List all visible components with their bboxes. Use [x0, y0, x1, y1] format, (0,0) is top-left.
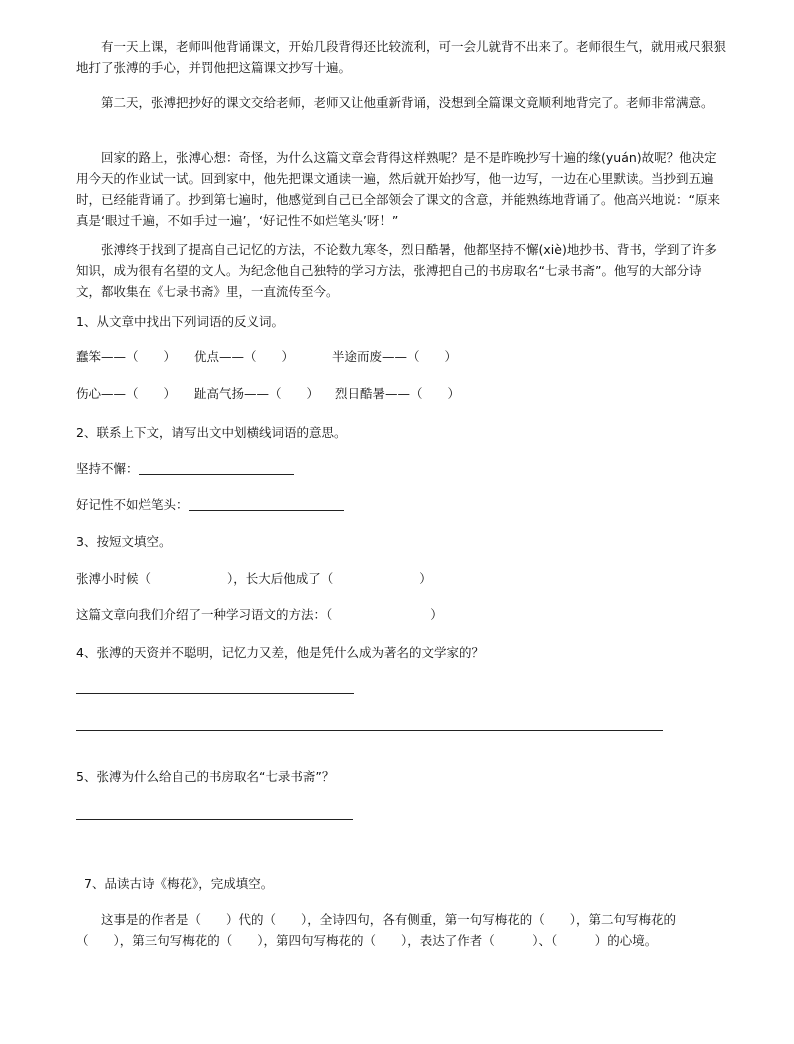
antonym-item: 半途而废——（ ） — [332, 349, 458, 364]
question-3-line-1 — [76, 570, 432, 588]
fill-text: ） — [419, 571, 432, 586]
antonym-item: 优点——（ ） — [194, 349, 295, 364]
passage-paragraph-1: 有一天上课，老师叫他背诵课文，开始几段背得还比较流利，可一会儿就背不出来了。老师很生气，就用戒尺狠狠地打了张溥的手心，并罚他把这篇课文抄写十遍。 — [76, 39, 727, 75]
answer-line[interactable] — [76, 819, 353, 820]
passage-paragraph-3: 回家的路上，张溥心想：奇怪，为什么这篇文章会背得这样熟呢？是不是昨晚抄写十遍的缘(yuán)故呢？他决定用今天的作业试一试。回到家中，他先把课文通读一遍，然后就开始抄写，他一边写，一边在心里默读。当抄到五遍时，已经能背诵了。抄到第七遍时，他感觉到自己已全部领会了课文的含意，并能熟练地背诵了。他高兴地说：“原来真是‘眼过千遍，不如手过一遍’，‘好记性不如烂笔头’呀！” — [76, 150, 720, 228]
answer-line[interactable] — [76, 730, 663, 731]
question-2-item-b — [76, 496, 344, 514]
fill-text: ），长大后他成了（ — [227, 571, 334, 586]
question-5-title: 5、张溥为什么给自己的书房取名“七录书斋”？ — [76, 769, 335, 784]
question-1-row-1 — [76, 348, 457, 366]
question-3-line-2 — [76, 606, 443, 624]
answer-line[interactable] — [76, 693, 354, 694]
answer-blank[interactable] — [139, 461, 294, 475]
antonym-item: 趾高气扬——（ ） — [194, 386, 320, 401]
question-7-title: 7、品读古诗《梅花》，完成填空。 — [84, 876, 274, 891]
antonym-item: 伤心——（ ） — [76, 386, 177, 401]
question-7-body: 这事是的作者是（ ）代的（ ），全诗四句，各有侧重，第一句写梅花的（ ），第二句写梅花的（ ），第三句写梅花的（ ），第四句写梅花的（ ），表达了作者（ ）、（ ）的心境。 — [76, 912, 677, 948]
fill-text: 张溥小时候（ — [76, 571, 152, 586]
question-4-title: 4、张溥的天资并不聪明，记忆力又差，他是凭什么成为著名的文学家的？ — [76, 645, 484, 660]
answer-blank[interactable] — [189, 497, 344, 511]
passage-paragraph-2: 第二天，张溥把抄好的课文交给老师，老师又让他重新背诵，没想到全篇课文竟顺利地背完了。老师非常满意。 — [101, 95, 714, 110]
question-3-title: 3、按短文填空。 — [76, 534, 172, 549]
term-label: 坚持不懈： — [76, 461, 139, 476]
question-1-title: 1、从文章中找出下列词语的反义词。 — [76, 314, 284, 329]
fill-text: 这篇文章向我们介绍了一种学习语文的方法：（ — [76, 607, 333, 622]
term-label: 好记性不如烂笔头： — [76, 497, 189, 512]
fill-text: ） — [430, 607, 443, 622]
passage-paragraph-4: 张溥终于找到了提高自己记忆的方法，不论数九寒冬，烈日酷暑，他都坚持不懈(xiè)地抄书、背书，学到了许多知识，成为很有名望的文人。为纪念他自己独特的学习方法，张溥把自己的书房取名“七录书斋”。他写的大部分诗文，都收集在《七录书斋》里，一直流传至今。 — [76, 242, 717, 299]
question-1-row-2 — [76, 385, 460, 403]
question-2-item-a — [76, 460, 294, 478]
question-2-title: 2、联系上下文，请写出文中划横线词语的意思。 — [76, 425, 347, 440]
antonym-item: 烈日酷暑——（ ） — [335, 386, 461, 401]
antonym-item: 蠢笨——（ ） — [76, 349, 177, 364]
